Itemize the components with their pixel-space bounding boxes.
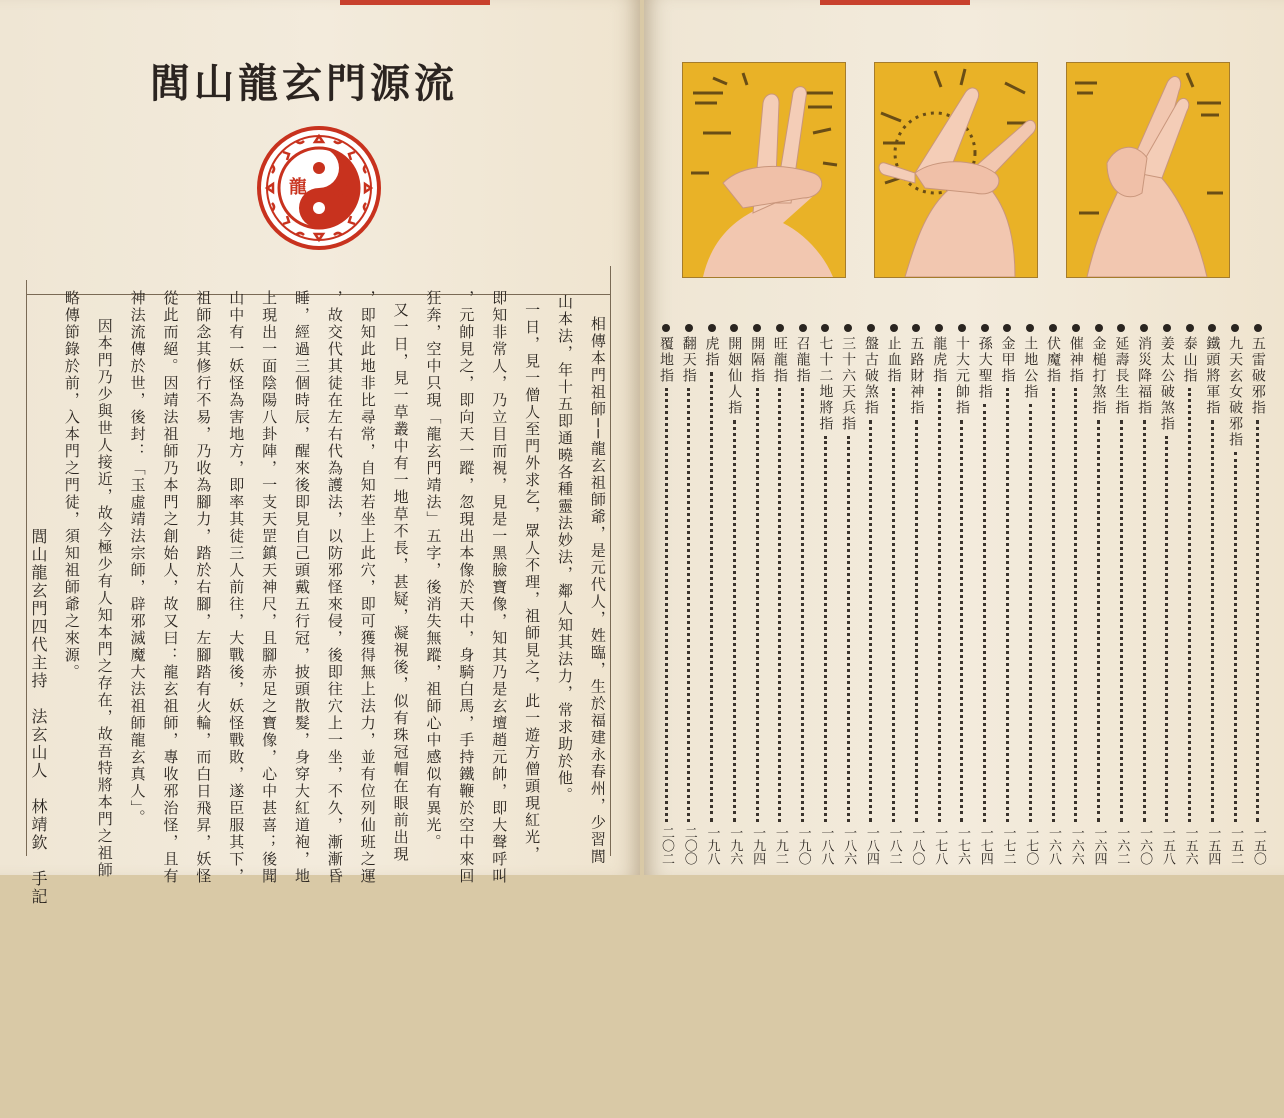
bullet-dot-icon	[685, 324, 693, 332]
page-number: 一七〇	[1023, 826, 1039, 865]
mudra-name: 七十二地將指	[817, 336, 834, 432]
mudra-name: 盤古破煞指	[862, 336, 879, 416]
dot-leader	[847, 436, 850, 822]
mudra-name: 開隔指	[749, 336, 766, 384]
index-entry[interactable]	[952, 320, 972, 865]
page-number: 一七六	[954, 826, 970, 865]
dot-leader	[1006, 388, 1009, 822]
text-column: 祖師念其修行不易，乃收為腳力，踏於右腳，左腳踏有火輪，而白日飛昇，妖怪	[194, 290, 213, 885]
bullet-dot-icon	[1140, 324, 1148, 332]
mudra-name: 三十六天兵指	[840, 336, 857, 432]
bullet-dot-icon	[799, 324, 807, 332]
bullet-dot-icon	[935, 324, 943, 332]
mudra-name: 消災降福指	[1136, 336, 1153, 416]
text-column: 神法流傳於世，後封：「玉虛靖法宗師，辟邪滅魔大法祖師龍玄真人」。	[128, 290, 147, 827]
mudra-name: 九天玄女破邪指	[1227, 336, 1244, 448]
dot-leader	[801, 388, 804, 822]
index-entry[interactable]	[1020, 320, 1040, 865]
dot-leader	[710, 372, 713, 822]
index-entry[interactable]	[656, 320, 676, 865]
mudra-name: 伏魔指	[1045, 336, 1062, 384]
mudra-name: 催神指	[1067, 336, 1084, 384]
page-number: 一八〇	[909, 826, 925, 865]
bullet-dot-icon	[1072, 324, 1080, 332]
mudra-name: 十大元帥指	[953, 336, 970, 416]
dot-leader	[938, 388, 941, 822]
mudra-name: 覆地指	[658, 336, 674, 384]
dot-leader	[1029, 404, 1032, 822]
bullet-dot-icon	[867, 324, 875, 332]
page-number: 二〇〇	[681, 826, 697, 865]
dot-leader	[1097, 420, 1100, 822]
dot-leader	[687, 388, 690, 822]
index-entry[interactable]	[997, 320, 1017, 865]
dot-leader	[1143, 420, 1146, 822]
page-number: 一五六	[1182, 826, 1198, 865]
text-column: 上現出一面陰陽八卦陣，一支天罡鎮天神尺，且腳赤足之寶像，心中甚喜；後聞	[260, 290, 279, 885]
page-number: 一七二	[1000, 826, 1016, 865]
dot-leader	[778, 388, 781, 822]
mudra-name: 孫大聖指	[976, 336, 993, 400]
bullet-dot-icon	[1163, 324, 1171, 332]
page-number: 一八六	[841, 826, 857, 865]
dot-leader	[824, 436, 827, 822]
dot-leader	[1165, 436, 1168, 822]
bullet-dot-icon	[1049, 324, 1057, 332]
text-column: 從此而絕。因靖法祖師乃本門之創始人，故又曰：龍玄祖師，專收邪治怪，且有	[161, 290, 180, 885]
mudra-name: 虎指	[703, 336, 720, 368]
bullet-dot-icon	[1003, 324, 1011, 332]
text-column: 因本門乃少與世人接近，故今極少有人知本門之存在，故吾特將本門之祖師	[95, 318, 114, 879]
text-column: ，即知此地非比尋常，自知若坐上此穴，即可獲得無上法力，並有位列仙班之運	[358, 290, 377, 885]
index-entry[interactable]	[1248, 320, 1268, 865]
bullet-dot-icon	[1186, 324, 1194, 332]
page-number: 一九〇	[795, 826, 811, 865]
bullet-dot-icon	[776, 324, 784, 332]
mudra-name: 五雷破邪指	[1249, 336, 1266, 416]
text-column: ，元帥見之，即向天一蹤，忽現出本像於天中，身騎白馬，手持鐵鞭於空中來回	[457, 290, 476, 885]
bullet-dot-icon	[1117, 324, 1125, 332]
dot-leader	[1052, 388, 1055, 822]
page-number: 一五八	[1159, 826, 1175, 865]
page-number: 一八八	[818, 826, 834, 865]
page-number: 一六六	[1068, 826, 1084, 865]
text-column: 略傳節錄於前，入本門之門徒，須知祖師爺之來源。	[62, 290, 81, 681]
mudra-name: 金槌打煞指	[1090, 336, 1107, 416]
page-number: 一五四	[1205, 826, 1221, 865]
page-number: 一七四	[977, 826, 993, 865]
mudra-name: 翻天指	[680, 336, 697, 384]
page-number: 一八二	[886, 826, 902, 865]
bullet-dot-icon	[890, 324, 898, 332]
index-entry[interactable]	[702, 320, 722, 865]
page-number: 一五二	[1228, 826, 1244, 865]
index-entry[interactable]	[975, 320, 995, 865]
page-number: 二〇二	[659, 826, 674, 865]
text-column: 山本法，年十五即通曉各種靈法妙法，鄰人知其法力，常求助於他。	[556, 294, 574, 804]
mudra-name: 旺龍指	[771, 336, 788, 384]
dot-leader	[1188, 388, 1191, 822]
seal-char-dragon: 龍	[289, 177, 307, 198]
mudra-name: 止血指	[885, 336, 902, 384]
dot-leader	[733, 420, 736, 822]
top-accent-bar-left	[340, 0, 490, 5]
bullet-dot-icon	[1254, 324, 1262, 332]
seal-char-xuan: 玄	[331, 183, 349, 204]
dot-leader	[960, 420, 963, 822]
page-title: 閭山龍玄門源流	[150, 60, 458, 107]
mudra-name: 龍虎指	[931, 336, 948, 384]
origin-text	[28, 272, 608, 906]
index-entry[interactable]	[884, 320, 904, 865]
page-number: 一六八	[1046, 826, 1062, 865]
index-entry[interactable]	[793, 320, 813, 865]
dot-leader	[665, 388, 668, 822]
index-entry[interactable]	[1043, 320, 1063, 865]
mudra-name: 五路財神指	[908, 336, 925, 416]
bullet-dot-icon	[730, 324, 738, 332]
text-column: 一日，見一僧人至門外求乞，眾人不理，祖師見之，此一遊方僧頭現紅光，	[523, 302, 542, 863]
dot-leader	[983, 404, 986, 822]
text-column: 即知非常人，乃立目而視，見是一黑臉寶像，知其乃是玄壇趙元帥，即大聲呼叫	[490, 290, 509, 885]
page-number: 一六四	[1091, 826, 1107, 865]
text-column: 又一日，見一草叢中有一地草不長，甚疑，凝視後，似有珠冠帽在眼前出現	[391, 302, 410, 863]
text-column: 狂奔，空中只現「龍玄門靖法」五字，後消失無蹤，祖師心中感似有異光。	[424, 290, 443, 851]
top-accent-bar-right	[820, 0, 970, 5]
bullet-dot-icon	[1231, 324, 1239, 332]
index-entry[interactable]	[1066, 320, 1086, 865]
index-entry[interactable]	[815, 320, 835, 865]
bullet-dot-icon	[1095, 324, 1103, 332]
text-column: 睡，經過三個時辰，醒來後即見自己頭戴五行冠，披頭散髮，身穿大紅道袍，地	[293, 290, 311, 885]
mudra-name: 姜太公破煞指	[1158, 336, 1175, 432]
mudra-name: 開姻仙人指	[726, 336, 743, 416]
page-number: 一六二	[1114, 826, 1130, 865]
index-entry[interactable]	[1180, 320, 1200, 865]
page-number: 一七八	[932, 826, 948, 865]
index-entry[interactable]	[1202, 320, 1222, 865]
index-entry[interactable]	[1157, 320, 1177, 865]
index-entry[interactable]	[1089, 320, 1109, 865]
bullet-dot-icon	[981, 324, 989, 332]
hand-mudra-photo-1	[682, 62, 846, 278]
index-entry[interactable]	[679, 320, 699, 865]
dot-leader	[915, 420, 918, 822]
bullet-dot-icon	[821, 324, 829, 332]
mudra-index	[656, 320, 1268, 865]
page-number: 一六〇	[1137, 826, 1153, 865]
dot-leader	[1074, 388, 1077, 822]
index-entry[interactable]	[747, 320, 767, 865]
mudra-name: 鐵頭將軍指	[1204, 336, 1221, 416]
index-entry[interactable]	[1225, 320, 1245, 865]
bullet-dot-icon	[912, 324, 920, 332]
page-number: 一五〇	[1250, 826, 1266, 865]
bullet-dot-icon	[662, 324, 670, 332]
dot-leader	[1234, 452, 1237, 822]
dot-leader	[1120, 420, 1123, 822]
bullet-dot-icon	[958, 324, 966, 332]
dot-leader	[1256, 420, 1259, 822]
page-number: 一九四	[750, 826, 766, 865]
mudra-name: 延壽長生指	[1113, 336, 1130, 416]
mudra-name: 召龍指	[794, 336, 811, 384]
text-column: 相傳本門祖師──龍玄祖師爺，是元代人，姓臨，生於福建永春州，少習閭	[588, 316, 607, 866]
mudra-name: 土地公指	[1022, 336, 1039, 400]
page-number: 一九二	[772, 826, 788, 865]
index-entry[interactable]	[838, 320, 858, 865]
signature-column: 閭山龍玄門四代主持 法玄山人 林靖欽 手記	[29, 528, 48, 906]
hand-mudra-photo-3	[1066, 62, 1230, 278]
page-number: 一九八	[704, 826, 720, 865]
dot-leader	[892, 388, 895, 822]
bullet-dot-icon	[1208, 324, 1216, 332]
index-entry[interactable]	[1134, 320, 1154, 865]
mudra-name: 金甲指	[999, 336, 1016, 384]
hand-mudra-photo-2	[874, 62, 1038, 278]
text-column: 山中有一妖怪為害地方，即率其徒三人前往，大戰後，妖怪戰敗，遂臣服其下，	[227, 290, 246, 885]
bullet-dot-icon	[844, 324, 852, 332]
mudra-name: 泰山指	[1181, 336, 1198, 384]
page-number: 一九六	[727, 826, 743, 865]
index-entry[interactable]	[770, 320, 790, 865]
index-entry[interactable]	[861, 320, 881, 865]
bullet-dot-icon	[753, 324, 761, 332]
index-entry[interactable]	[1111, 320, 1131, 865]
dragon-xuan-seal	[256, 125, 382, 251]
dot-leader	[1211, 420, 1214, 822]
dot-leader	[869, 420, 872, 822]
index-entry[interactable]	[906, 320, 926, 865]
page-number: 一八四	[863, 826, 879, 865]
index-entry[interactable]	[929, 320, 949, 865]
text-column: ，故交代其徒在左右代為護法，以防邪怪來侵，後即往穴上一坐，不久，漸漸昏	[325, 290, 344, 885]
dot-leader	[756, 388, 759, 822]
bullet-dot-icon	[708, 324, 716, 332]
bullet-dot-icon	[1026, 324, 1034, 332]
index-entry[interactable]	[724, 320, 744, 865]
